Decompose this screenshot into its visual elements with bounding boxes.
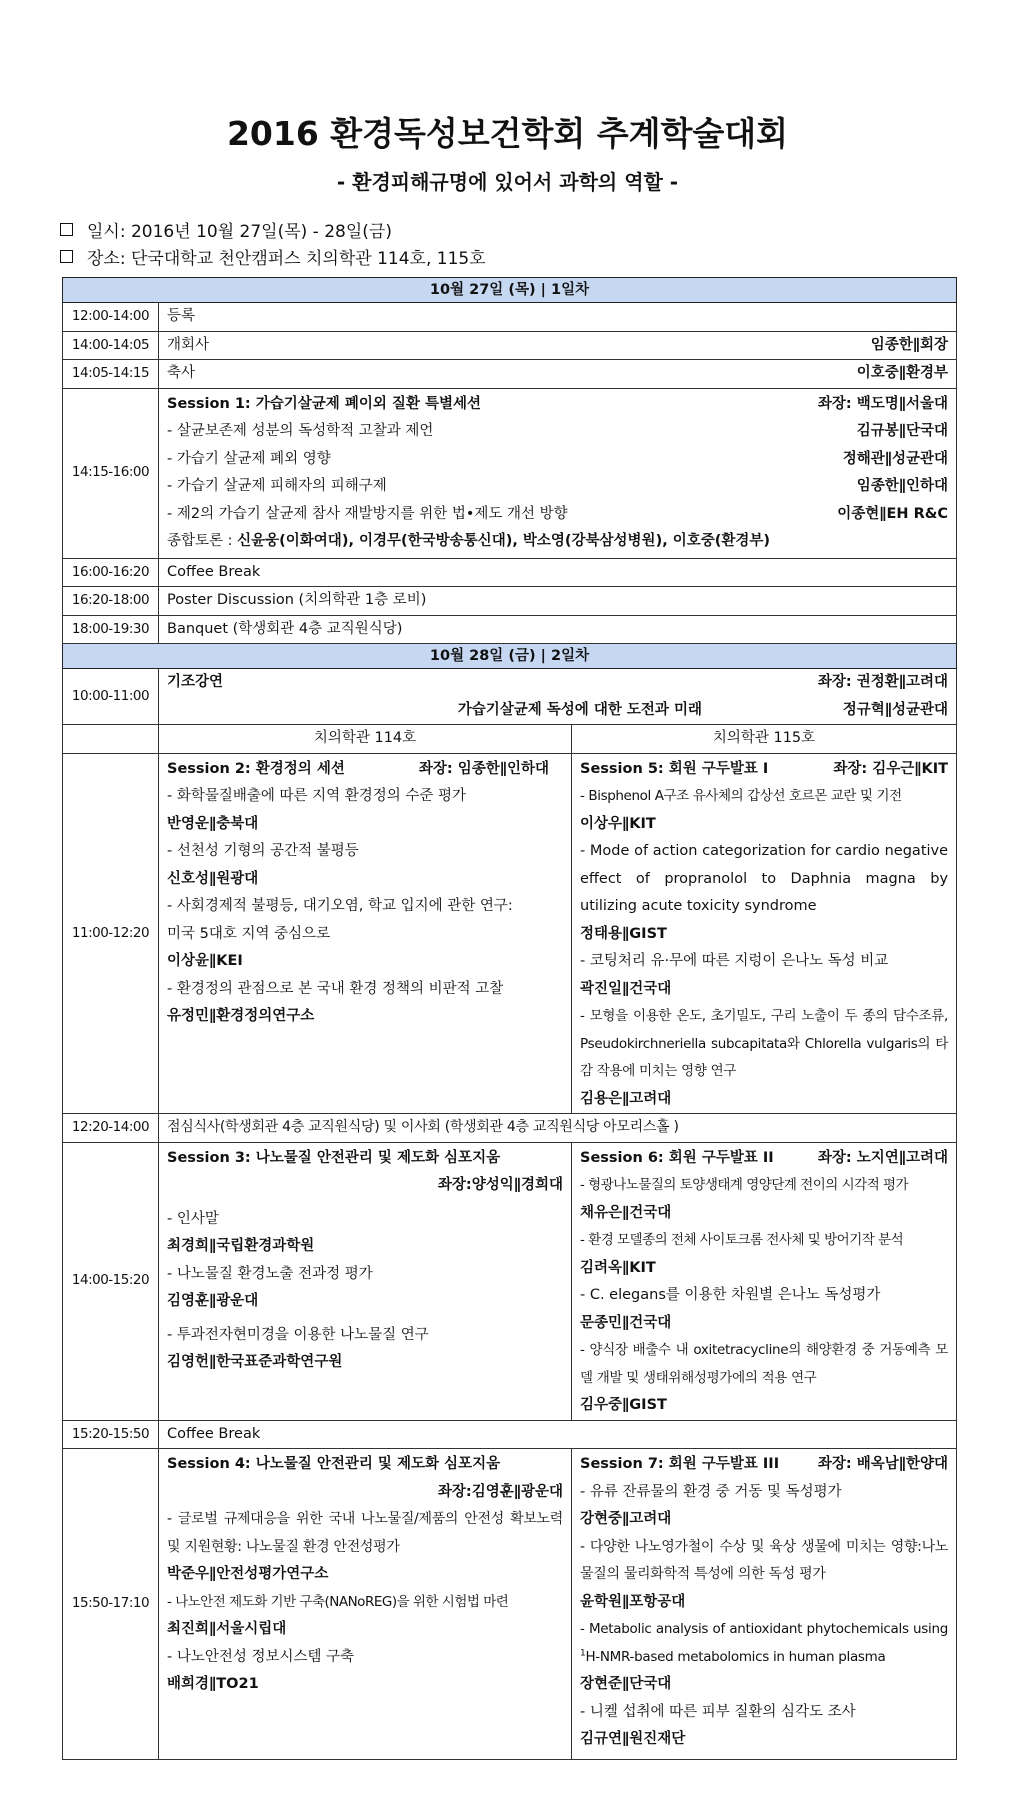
session6-title: Session 6: 회원 구두발표 II: [580, 1149, 774, 1166]
talk-speaker: 최진희∥서울시립대: [167, 1621, 287, 1637]
talk-speaker: 이상우∥KIT: [580, 815, 656, 832]
table-row: [63, 1142, 957, 1420]
session3-chair: 좌장:양성익∥경희대: [437, 1177, 563, 1193]
talk-title: - 제2의 가습기 살균제 참사 재발방지를 위한 법•제도 개선 방향: [167, 505, 568, 522]
time-cell: 14:00-14:05: [63, 331, 159, 360]
table-row: [63, 587, 957, 616]
congrats-speaker: 이호중∥환경부: [856, 365, 949, 381]
keynote-speaker: 정규혁∥성균관대: [842, 701, 949, 718]
venue-line: [60, 244, 486, 269]
table-row: [63, 1114, 957, 1143]
session4-cell: [159, 1449, 572, 1760]
talk-title: - 양식장 배출수 내 oxitetracycline의 해양환경 중 거동예측 모델 개발 및 생태위해성평가에의 적용 연구: [580, 1342, 949, 1386]
keynote-cell: [159, 669, 957, 725]
talk-speaker: 김규연∥원진재단: [580, 1731, 686, 1747]
speaker: 반영운∥충북대: [167, 815, 259, 832]
congrats-cell: [159, 360, 957, 389]
talk-title: - Mode of action categorization for cardio negative effect of propranolol to Daphnia magna by utilizing acute toxicity syndrome: [580, 843, 949, 914]
day1-header: 10월 27일 (목) | 1일차: [63, 278, 957, 303]
time-cell: 14:15-16:00: [63, 388, 159, 558]
talk-title: [580, 1616, 948, 1671]
talk-title: - 가습기 살균제 피해자의 피해구제: [167, 478, 387, 494]
talk-speaker: 김우중∥GIST: [580, 1397, 667, 1413]
table-row: [63, 388, 957, 558]
line: - 환경정의 관점으로 본 국내 환경 정책의 비판적 고찰: [167, 980, 504, 997]
talk-title: - 나노안전 제도화 기반 구축(NANoREG)을 위한 시험법 마련: [167, 1593, 509, 1610]
time-cell: 14:05-14:15: [63, 360, 159, 389]
time-cell: 16:00-16:20: [63, 558, 159, 587]
talk-speaker: 곽진일∥건국대: [580, 980, 672, 997]
discussion-label: 종합토론 :: [167, 533, 238, 549]
talk-title: - 가습기 살균제 폐외 영향: [167, 450, 331, 467]
coffee2-cell: Coffee Break: [159, 1420, 957, 1449]
table-row: [63, 331, 957, 360]
talk-speaker: 임종한∥인하대: [856, 478, 949, 494]
keynote-chair: 좌장: 권정환∥고려대: [817, 674, 949, 690]
talk-speaker: 김영헌∥한국표준과학연구원: [167, 1354, 343, 1370]
session7-title: Session 7: 회원 구두발표 III: [580, 1456, 780, 1472]
talk-title: - 나노물질 환경노출 전과정 평가: [167, 1265, 373, 1282]
talk-title: - 다양한 나노영가철이 수상 및 육상 생물에 미치는 영향:나노물질의 물리화학적 특성에 의한 독성 평가: [580, 1538, 949, 1582]
session3-cell: [159, 1142, 572, 1420]
room-right: 치의학관 115호: [572, 725, 957, 754]
congrats-title: 축사: [167, 365, 196, 381]
time-cell: 10:00-11:00: [63, 669, 159, 725]
talk-title: - 유류 잔류물의 환경 중 거동 및 독성평가: [580, 1483, 842, 1500]
talk-speaker: 정태용∥GIST: [580, 925, 667, 942]
talk-speaker: 이종현∥EH R&C: [837, 505, 949, 522]
talk-speaker: 정해관∥성균관대: [842, 450, 949, 467]
keynote-label: 기조강연: [167, 674, 224, 690]
session7-cell: [572, 1449, 957, 1760]
talk-speaker: 강현중∥고려대: [580, 1511, 672, 1527]
talk-title: - 나노안전성 정보시스템 구축: [167, 1648, 355, 1665]
time-cell: 15:50-17:10: [63, 1449, 159, 1760]
room-left: 치의학관 114호: [159, 725, 572, 754]
nmr-superscript: 1: [580, 1648, 586, 1658]
table-row: [63, 725, 957, 754]
talk-speaker: 채유은∥건국대: [580, 1204, 672, 1221]
empty-cell: [63, 725, 159, 754]
talk-title: - 투과전자현미경을 이용한 나노물질 연구: [167, 1326, 429, 1343]
speaker: 이상윤∥KEI: [167, 953, 243, 969]
venue-text: 장소: 단국대학교 천안캠퍼스 치의학관 114호, 115호: [87, 249, 486, 269]
talk-speaker: 박준우∥안전성평가연구소: [167, 1566, 329, 1582]
talk-title: - C. elegans를 이용한 차원별 은나노 독성평가: [580, 1287, 881, 1303]
talk-title: - Bisphenol A구조 유사체의 갑상선 호르몬 교란 및 기전: [580, 788, 902, 804]
talk-title-rest: H-NMR-based metabolomics in human plasma: [585, 1648, 886, 1665]
session1-cell: [159, 388, 957, 558]
discussion-panel: 신윤웅(이화여대), 이경무(한국방송통신대), 박소영(강북삼성병원), 이호중(환경부): [237, 533, 771, 549]
talk-speaker: 문종민∥건국대: [580, 1314, 672, 1331]
coffee-cell: Coffee Break: [159, 558, 957, 587]
talk-title-start: - Metabolic analysis of antioxidant phytochemicals using: [580, 1621, 949, 1637]
session6-chair: 좌장: 노지연∥고려대: [817, 1149, 949, 1166]
date-line: [60, 217, 392, 242]
poster-cell: Poster Discussion (치의학관 1층 로비): [159, 587, 957, 616]
registration-cell: 등록: [159, 303, 957, 332]
talk-speaker: 배희경∥TO21: [167, 1676, 259, 1692]
time-cell: 15:20-15:50: [63, 1420, 159, 1449]
session1-chair: 좌장: 백도명∥서울대: [817, 395, 949, 412]
table-row: [63, 558, 957, 587]
talk-title: - 형광나노물질의 토양생태계 영양단계 전이의 시각적 평가: [580, 1177, 909, 1193]
checkbox-square-icon: [60, 250, 73, 263]
time-cell: 12:20-14:00: [63, 1114, 159, 1143]
time-cell: 12:00-14:00: [63, 303, 159, 332]
banquet-cell: Banquet (학생회관 4층 교직원식당): [159, 615, 957, 644]
table-row: [63, 669, 957, 725]
table-row: [63, 360, 957, 389]
table-row: [63, 1449, 957, 1760]
session2-cell: [159, 753, 572, 1114]
time-cell: 18:00-19:30: [63, 615, 159, 644]
session1-title: Session 1: 가습기살균제 폐이외 질환 특별세션: [167, 395, 482, 412]
session4-title: Session 4: 나노물질 안전관리 및 제도화 심포지움: [167, 1456, 501, 1472]
line: 미국 5대호 지역 중심으로: [167, 925, 331, 942]
talk-speaker: 장현준∥단국대: [580, 1676, 672, 1692]
session4-chair: 좌장:김영훈∥광운대: [437, 1483, 563, 1500]
day2-header: 10월 28일 (금) | 2일차: [63, 644, 957, 669]
page-subtitle: - 환경피해규명에 있어서 과학의 역할 -: [336, 170, 679, 194]
page-title: 2016 환경독성보건학회 추계학술대회: [226, 114, 789, 153]
talk-speaker: 최경희∥국립환경과학원: [167, 1238, 315, 1254]
talk-title: - 환경 모델종의 전체 사이토크롬 전사체 및 방어기작 분석: [580, 1232, 904, 1248]
table-row: [63, 753, 957, 1114]
table-row: [63, 1420, 957, 1449]
opening-title: 개회사: [167, 336, 210, 353]
talk-speaker: 김규봉∥단국대: [856, 423, 949, 439]
talk-speaker: 윤학원∥포항공대: [580, 1593, 686, 1610]
talk-title: - 인사말: [167, 1210, 219, 1227]
talk-title: - 모형을 이용한 온도, 초기밀도, 구리 노출이 두 종의 담수조류, Pseudokirchneriella subcapitata와 Chlorella vulgaris의 타감 작용에 미치는 영향 연구: [580, 1008, 949, 1079]
line: - 선천성 기형의 공간적 불평등: [167, 843, 359, 859]
day2-header-row: [63, 644, 957, 669]
date-text: 일시: 2016년 10월 27일(목) - 28일(금): [87, 222, 392, 242]
session6-cell: [572, 1142, 957, 1420]
session5-cell: [572, 753, 957, 1114]
talk-title: - 코팅처리 유·무에 따른 지렁이 은나노 독성 비교: [580, 953, 889, 969]
speaker: 유정민∥환경정의연구소: [167, 1008, 315, 1024]
lunch-cell: 점심식사(학생회관 4층 교직원식당) 및 이사회 (학생회관 4층 교직원식당 아모리스홀 ): [159, 1114, 957, 1143]
session7-chair: 좌장: 배옥남∥한양대: [817, 1456, 949, 1472]
checkbox-square-icon: [60, 223, 73, 236]
session3-title: Session 3: 나노물질 안전관리 및 제도화 심포지움: [167, 1149, 501, 1166]
session2-title: Session 2: 환경정의 세션: [167, 760, 345, 777]
line: - 사회경제적 불평등, 대기오염, 학교 입지에 관한 연구:: [167, 898, 513, 914]
session5-title: Session 5: 회원 구두발표 I: [580, 760, 769, 777]
table-row: [63, 615, 957, 644]
talk-speaker: 김용은∥고려대: [580, 1090, 672, 1107]
talk-title: - 글로벌 규제대응을 위한 국내 나노물질/제품의 안전성 확보노력 및 지원현황: 나노물질 환경 안전성평가: [167, 1511, 563, 1555]
session2-chair: 좌장: 임종한∥인하대: [418, 760, 549, 777]
talk-title: - 살균보존제 성분의 독성학적 고찰과 제언: [167, 423, 434, 439]
schedule-table: [62, 277, 957, 1760]
talk-speaker: 김영훈∥광운대: [167, 1293, 259, 1309]
opening-cell: [159, 331, 957, 360]
time-cell: 11:00-12:20: [63, 753, 159, 1114]
line: - 화학물질배출에 따른 지역 환경정의 수준 평가: [167, 788, 467, 804]
table-row: [63, 303, 957, 332]
time-cell: 16:20-18:00: [63, 587, 159, 616]
talk-speaker: 김려옥∥KIT: [580, 1259, 656, 1276]
session5-chair: 좌장: 김우근∥KIT: [833, 760, 949, 777]
opening-speaker: 임종한∥회장: [870, 336, 949, 353]
keynote-title: 가습기살균제 독성에 대한 도전과 미래: [457, 701, 703, 718]
speaker: 신호성∥원광대: [167, 870, 259, 887]
talk-title: - 니켈 섭취에 따른 피부 질환의 심각도 조사: [580, 1703, 856, 1720]
day1-header-row: [63, 278, 957, 303]
time-cell: 14:00-15:20: [63, 1142, 159, 1420]
